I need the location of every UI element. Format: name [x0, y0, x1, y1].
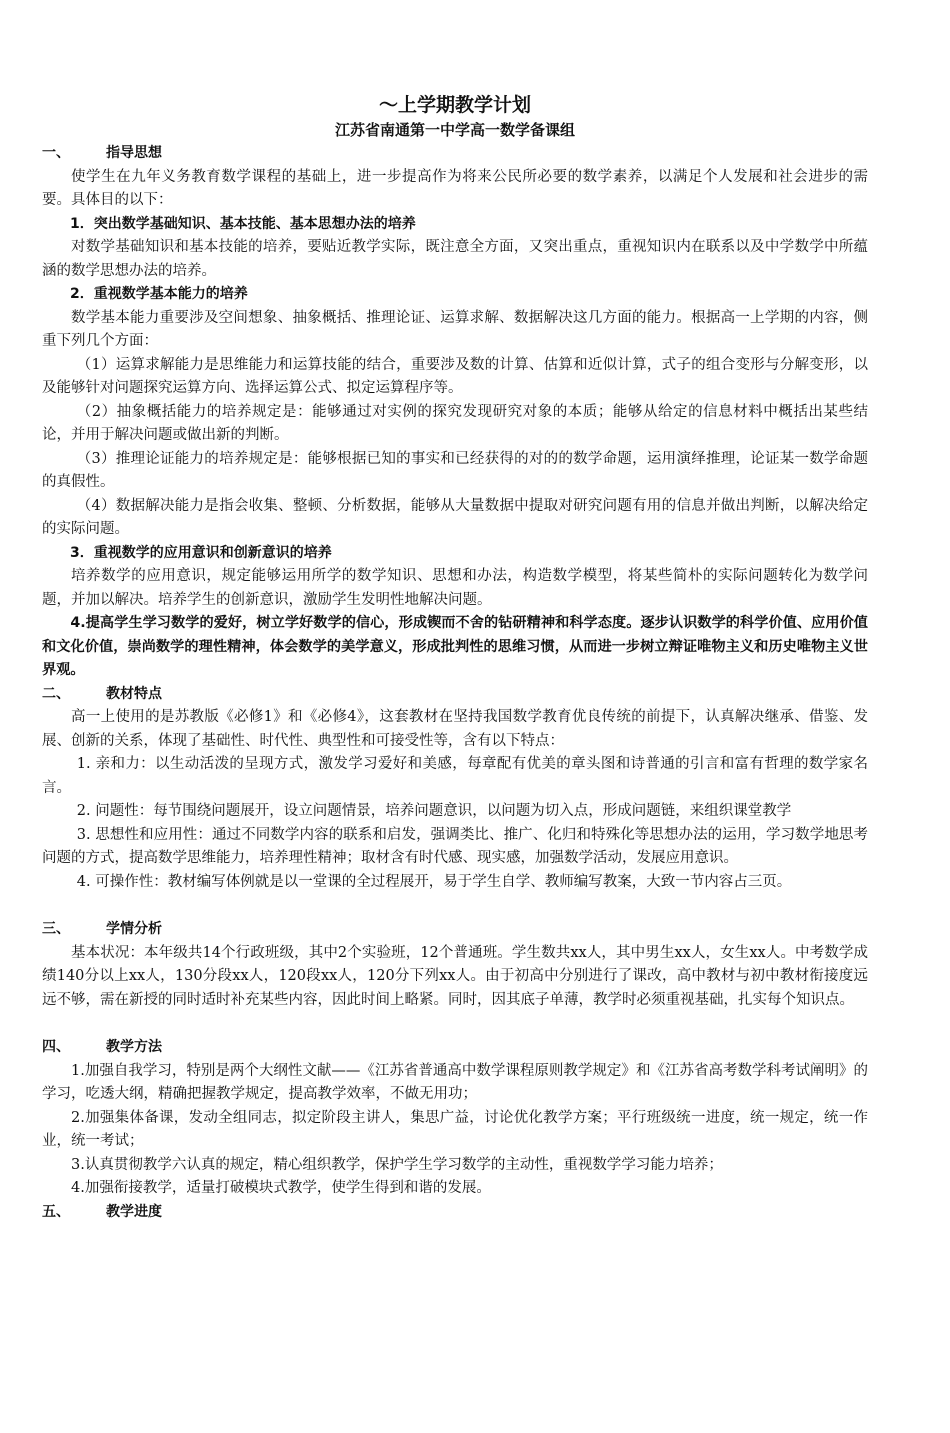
spacer [42, 1012, 868, 1036]
ability-item: （3）推理论证能力的培养规定是：能够根据已知的事实和已经获得的对的的数学命题，运用演绎推理，论证某一数学命题的真假性。 [42, 450, 868, 490]
feature-item: 4. 可操作性：教材编写体例就是以一堂课的全过程展开，易于学生自学、教师编写教案，大致一节内容占三页。 [76, 873, 792, 890]
feature-item: 2. 问题性：每节围绕问题展开，设立问题情景，培养问题意识，以问题为切入点，形成问题链，来组织课堂教学 [76, 803, 792, 819]
method-item: 4.加强衔接教学，适量打破模块式教学，使学生得到和谐的发展。 [71, 1180, 491, 1196]
bold-paragraph: 4.提高学生学习数学的爱好，树立学好数学的信心，形成锲而不舍的钻研精神和科学态度。逐步认识数学的科学价值、应用价值和文化价值，崇尚数学的理性精神，体会数学的美学意义，形成批判性的思维习惯，从而进一步树立辩证唯物主义和历史唯物主义世界观。 [42, 615, 868, 678]
section-title: 教学方法 [106, 1039, 162, 1055]
section-title: 指导思想 [106, 145, 162, 161]
paragraph: 对数学基础知识和基本技能的培养，要贴近教学实际，既注意全方面，又突出重点，重视知识内在联系以及中学数学中所蕴涵的数学思想办法的培养。 [42, 239, 868, 279]
section-number: 一、 [42, 145, 70, 161]
section-heading [42, 142, 868, 166]
section-title: 教材特点 [106, 685, 162, 702]
paragraph: 使学生在九年义务教育数学课程的基础上，进一步提高作为将来公民所必要的数学素养，以满足个人发展和社会进步的需要。具体目的以下： [42, 168, 868, 208]
paragraph: 基本状况：本年级共14个行政班级，其中2个实验班，12个普通班。学生数共xx人，其中男生xx人，女生xx人。中考数学成绩140分以上xx人，130分段xx人，120段xx人，120分下列xx人。由于初高中分别进行了课改，高中教材与初中教材衔接度远远不够，需在新授的同时适时补充某些内容，因此时间上略紧。同时，因其底子单薄，教学时必须重视基础，扎实每个知识点。 [42, 944, 868, 1008]
feature-item: 1. 亲和力：以生动活泼的呈现方式，激发学习爱好和美感，每章配有优美的章头图和诗普通的引言和富有哲理的数学家名言。 [42, 756, 868, 796]
paragraph: 培养数学的应用意识，规定能够运用所学的数学知识、思想和办法，构造数学模型，将某些简朴的实际问题转化为数学问题，并加以解决。培养学生的创新意识，激励学生发明性地解决问题。 [42, 568, 868, 608]
section-number: 二、 [42, 685, 70, 702]
feature-item: 3. 思想性和应用性：通过不同数学内容的联系和启发，强调类比、推广、化归和特殊化等思想办法的运用，学习数学地思考问题的方式，提高数学思维能力，培养理性精神；取材含有时代感、现实感，加强数学活动，发展应用意识。 [42, 826, 868, 866]
section-number: 五、 [42, 1203, 70, 1220]
section-number: 三、 [42, 921, 70, 937]
section-heading [42, 1201, 868, 1225]
page-subtitle: 江苏省南通第一中学高一数学备课组 [334, 121, 575, 139]
section-heading [42, 683, 868, 707]
section-heading [42, 918, 868, 942]
document-page [42, 92, 868, 1224]
section-title: 教学进度 [106, 1203, 162, 1220]
subsection-title: 3．重视数学的应用意识和创新意识的培养 [70, 544, 332, 561]
method-item: 3.认真贯彻教学六认真的规定，精心组织教学，保护学生学习数学的主动性，重视数学学习能力培养； [71, 1156, 723, 1173]
method-item: 2.加强集体备课，发动全组同志，拟定阶段主讲人，集思广益，讨论优化教学方案；平行班级统一进度，统一规定，统一作业，统一考试； [42, 1109, 868, 1149]
method-item: 1.加强自我学习，特别是两个大纲性文献——《江苏省普通高中数学课程原则教学规定》和《江苏省高考数学科考试阐明》的学习，吃透大纲，精确把握教学规定，提高教学效率，不做无用功； [42, 1062, 868, 1102]
section-number: 四、 [42, 1039, 70, 1055]
page-title: ～上学期教学计划 [378, 94, 531, 116]
paragraph: 高一上使用的是苏教版《必修1》和《必修4》，这套教材在坚持我国数学教育优良传统的前提下，认真解决继承、借鉴、发展、创新的关系，体现了基础性、时代性、典型性和可接受性等，含有以下特点： [42, 709, 868, 749]
spacer [42, 894, 868, 918]
paragraph: 数学基本能力重要涉及空间想象、抽象概括、推理论证、运算求解、数据解决这几方面的能力。根据高一上学期的内容，侧重下列几个方面： [42, 309, 868, 349]
subsection-title: 1．突出数学基础知识、基本技能、基本思想办法的培养 [70, 215, 416, 232]
ability-item: （1）运算求解能力是思维能力和运算技能的结合，重要涉及数的计算、估算和近似计算，式子的组合变形与分解变形，以及能够针对问题探究运算方向、选择运算公式、拟定运算程序等。 [42, 356, 868, 396]
section-heading [42, 1036, 868, 1060]
ability-item: （2）抽象概括能力的培养规定是：能够通过对实例的探究发现研究对象的本质；能够从给定的信息材料中概括出某些结论，并用于解决问题或做出新的判断。 [42, 403, 868, 443]
ability-item: （4）数据解决能力是指会收集、整顿、分析数据，能够从大量数据中提取对研究问题有用的信息并做出判断，以解决给定的实际问题。 [42, 497, 868, 537]
section-title: 学情分析 [106, 921, 162, 937]
subsection-title: 2．重视数学基本能力的培养 [70, 286, 248, 302]
